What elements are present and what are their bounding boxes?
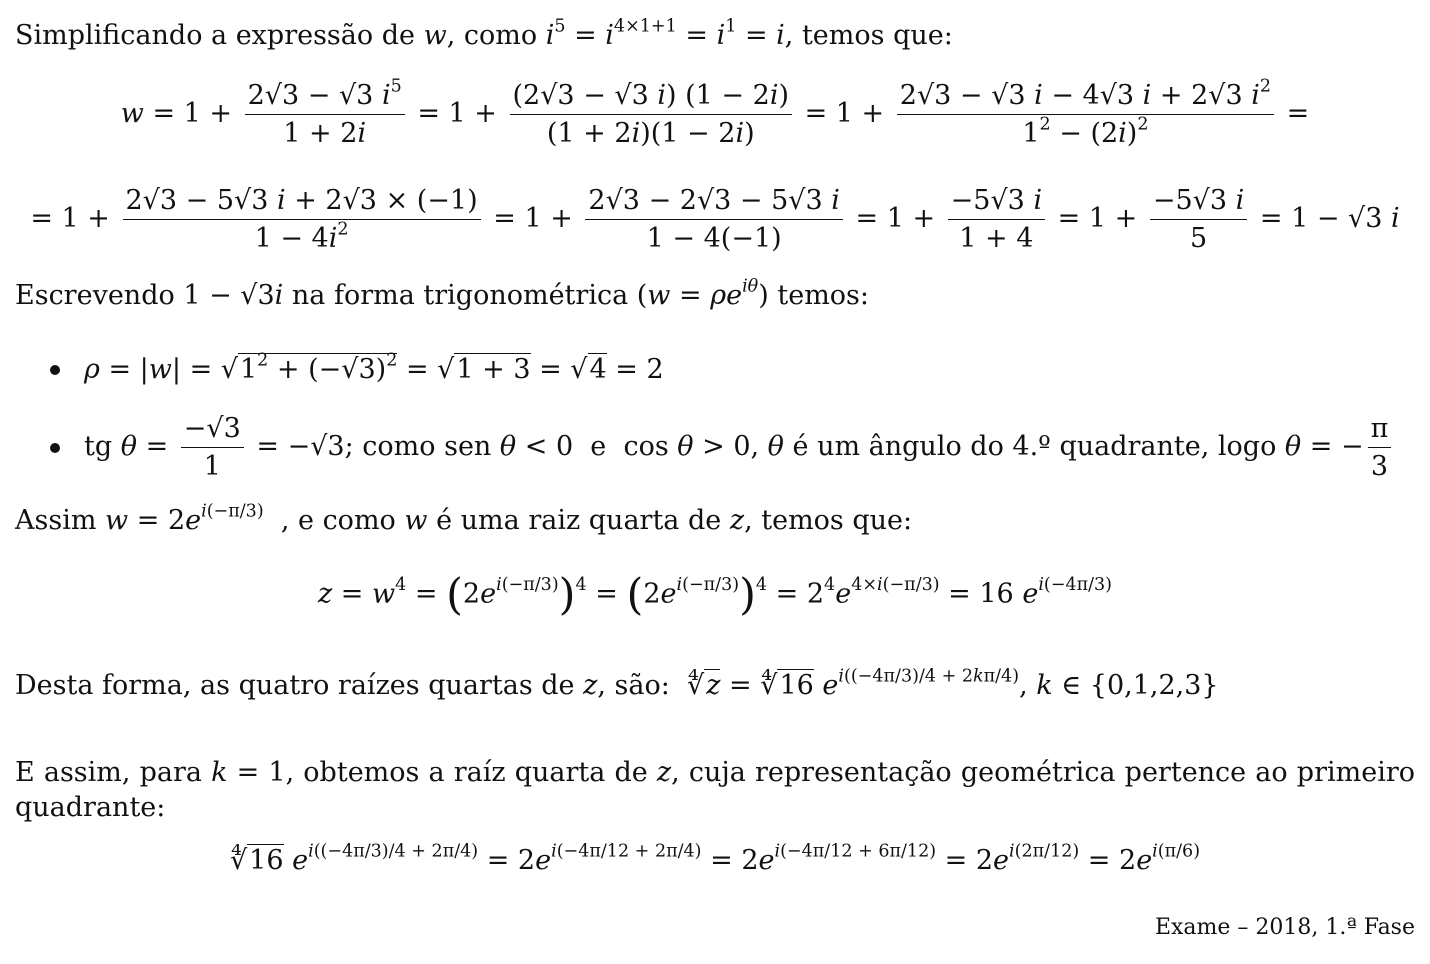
assim-paragraph: Assim $w = 2e^{i(-\pi/3)}$ , e como w é uma raiz quarta de z, temos que:	[15, 501, 913, 536]
desta-forma-paragraph: Desta forma, as quatro raízes quartas de z, são: ∜z = ∜16 $e^{i((-4\pi/3)/4 + 2k\pi/4)}$, k ∈ {0,1,2,3}	[15, 666, 1219, 701]
source-citation: Exame – 2018, 1.ª Fase	[1154, 915, 1415, 940]
e-assim-paragraph: E assim, para k = 1, obtemos a raíz quarta de z, cuja representação geométrica pertence ao primeiro quadrante:	[15, 757, 1415, 824]
equation-w-step2: = 1 + $\frac{2√3 - 5√3 i + 2√3 \times (-1)}{1 - 4i^2}$ = 1 + $\frac{2√3 - 2√3 - 5√3 i}{1 - 4(-1)}$ = 1 + $\frac{-5√3 i}{1 + 4}$ = 1 + $\frac{-5√3 i}{5}$ = 1 − √3 i	[30, 185, 1400, 254]
intro-text: Simplificando a expressão de w, como $i^5 = i^{4\times 1+1} = i^1 = i$, temos que:	[15, 16, 953, 51]
bullet-argument: tg θ = $\frac{-√3}{1}$ = −√3; como sen θ < 0 e cos θ > 0, θ é um ângulo do 4.º quadrante, logo θ = − $\frac{\pi}{3}$	[50, 413, 1395, 483]
equation-z: $z = w^4 = (2e^{i(-\pi/3)})^4 = (2e^{i(-\pi/3)})^4 = 2^4e^{4\times i(-\pi/3)} = 16$ $e^{i(-4\pi/3)}$	[317, 570, 1113, 620]
bullet-dot-icon	[50, 443, 60, 453]
equation-w-step1: w = 1 + $\frac{2√3 - √3 i^5}{1 + 2i}$ = 1 + $\frac{(2√3 - √3 i) (1 - 2i)}{(1 + 2i)(1 - 2i)}$ = 1 + $\frac{2√3 - √3 i - 4√3 i + 2√3 i^2}{1^2 - (2i)^2}$ =	[120, 76, 1310, 149]
intro-paragraph	[15, 16, 953, 52]
bullet-dot-icon	[50, 365, 60, 375]
bullet-list	[50, 345, 1395, 483]
equation-final: ∜16 $e^{i((-4\pi/3)/4 + 2\pi/4)} = 2e^{i(-4\pi/12 + 2\pi/4)} = 2e^{i(-4\pi/12 + 6\pi/12)} = 2e^{i(2\pi/12)} = 2e^{i(\pi/6)}$	[229, 841, 1201, 876]
bullet-modulus: $\rho = |w| = √1^2 + (-√3)^2 = √1 + 3 = √4 = 2$	[50, 345, 1395, 395]
trig-intro-paragraph: Escrevendo 1 − √3i na forma trigonométrica $(w = \rho e^{i\theta})$ temos:	[15, 276, 870, 311]
